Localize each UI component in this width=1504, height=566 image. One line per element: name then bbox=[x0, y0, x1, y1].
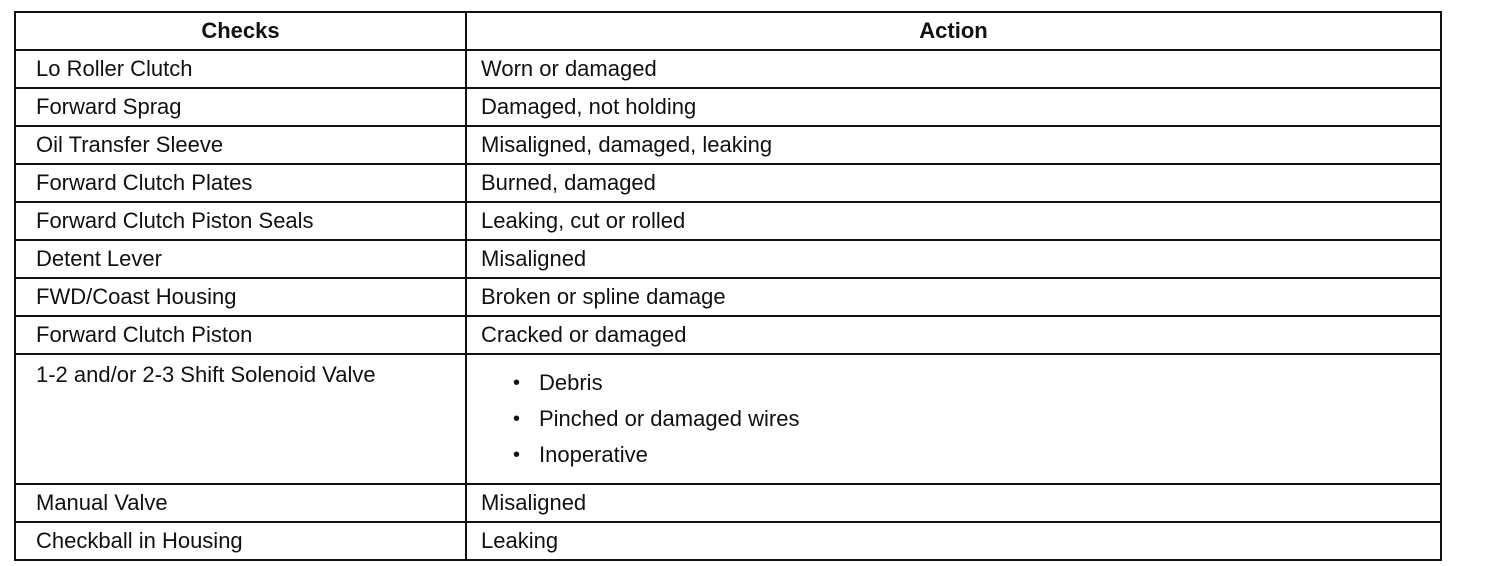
check-cell: Forward Clutch Piston bbox=[15, 316, 466, 354]
checks-action-table bbox=[14, 11, 1442, 561]
list-item bbox=[513, 441, 1440, 477]
action-cell bbox=[466, 354, 1441, 484]
action-cell: Misaligned, damaged, leaking bbox=[466, 126, 1441, 164]
action-cell: Cracked or damaged bbox=[466, 316, 1441, 354]
action-cell: Broken or spline damage bbox=[466, 278, 1441, 316]
check-cell: Forward Clutch Plates bbox=[15, 164, 466, 202]
check-cell: Lo Roller Clutch bbox=[15, 50, 466, 88]
action-cell: Worn or damaged bbox=[466, 50, 1441, 88]
bullet-icon: • bbox=[513, 444, 521, 466]
column-header-action: Action bbox=[466, 12, 1441, 50]
bullet-icon: • bbox=[513, 408, 521, 430]
list-item-text: Debris bbox=[539, 370, 603, 395]
check-cell: Oil Transfer Sleeve bbox=[15, 126, 466, 164]
action-cell: Misaligned bbox=[466, 240, 1441, 278]
check-cell: Checkball in Housing bbox=[15, 522, 466, 560]
bullet-icon: • bbox=[513, 372, 521, 394]
table-row bbox=[15, 354, 1441, 484]
table-row bbox=[15, 164, 1441, 202]
list-item-text: Pinched or damaged wires bbox=[539, 406, 800, 431]
list-item-text: Inoperative bbox=[539, 442, 648, 467]
action-bullet-list bbox=[481, 369, 1440, 477]
check-cell: 1-2 and/or 2-3 Shift Solenoid Valve bbox=[15, 354, 466, 484]
action-cell: Leaking, cut or rolled bbox=[466, 202, 1441, 240]
list-item bbox=[513, 405, 1440, 441]
table-row bbox=[15, 126, 1441, 164]
action-cell: Burned, damaged bbox=[466, 164, 1441, 202]
table-row bbox=[15, 88, 1441, 126]
action-cell: Leaking bbox=[466, 522, 1441, 560]
check-cell: FWD/Coast Housing bbox=[15, 278, 466, 316]
table-header-row bbox=[15, 12, 1441, 50]
action-cell: Misaligned bbox=[466, 484, 1441, 522]
check-cell: Forward Clutch Piston Seals bbox=[15, 202, 466, 240]
table-row bbox=[15, 50, 1441, 88]
column-header-checks: Checks bbox=[15, 12, 466, 50]
check-cell: Manual Valve bbox=[15, 484, 466, 522]
table-row bbox=[15, 522, 1441, 560]
table-row bbox=[15, 484, 1441, 522]
action-cell: Damaged, not holding bbox=[466, 88, 1441, 126]
list-item bbox=[513, 369, 1440, 405]
table-row bbox=[15, 240, 1441, 278]
check-cell: Forward Sprag bbox=[15, 88, 466, 126]
check-cell: Detent Lever bbox=[15, 240, 466, 278]
table-row bbox=[15, 202, 1441, 240]
table-row bbox=[15, 278, 1441, 316]
table-row bbox=[15, 316, 1441, 354]
